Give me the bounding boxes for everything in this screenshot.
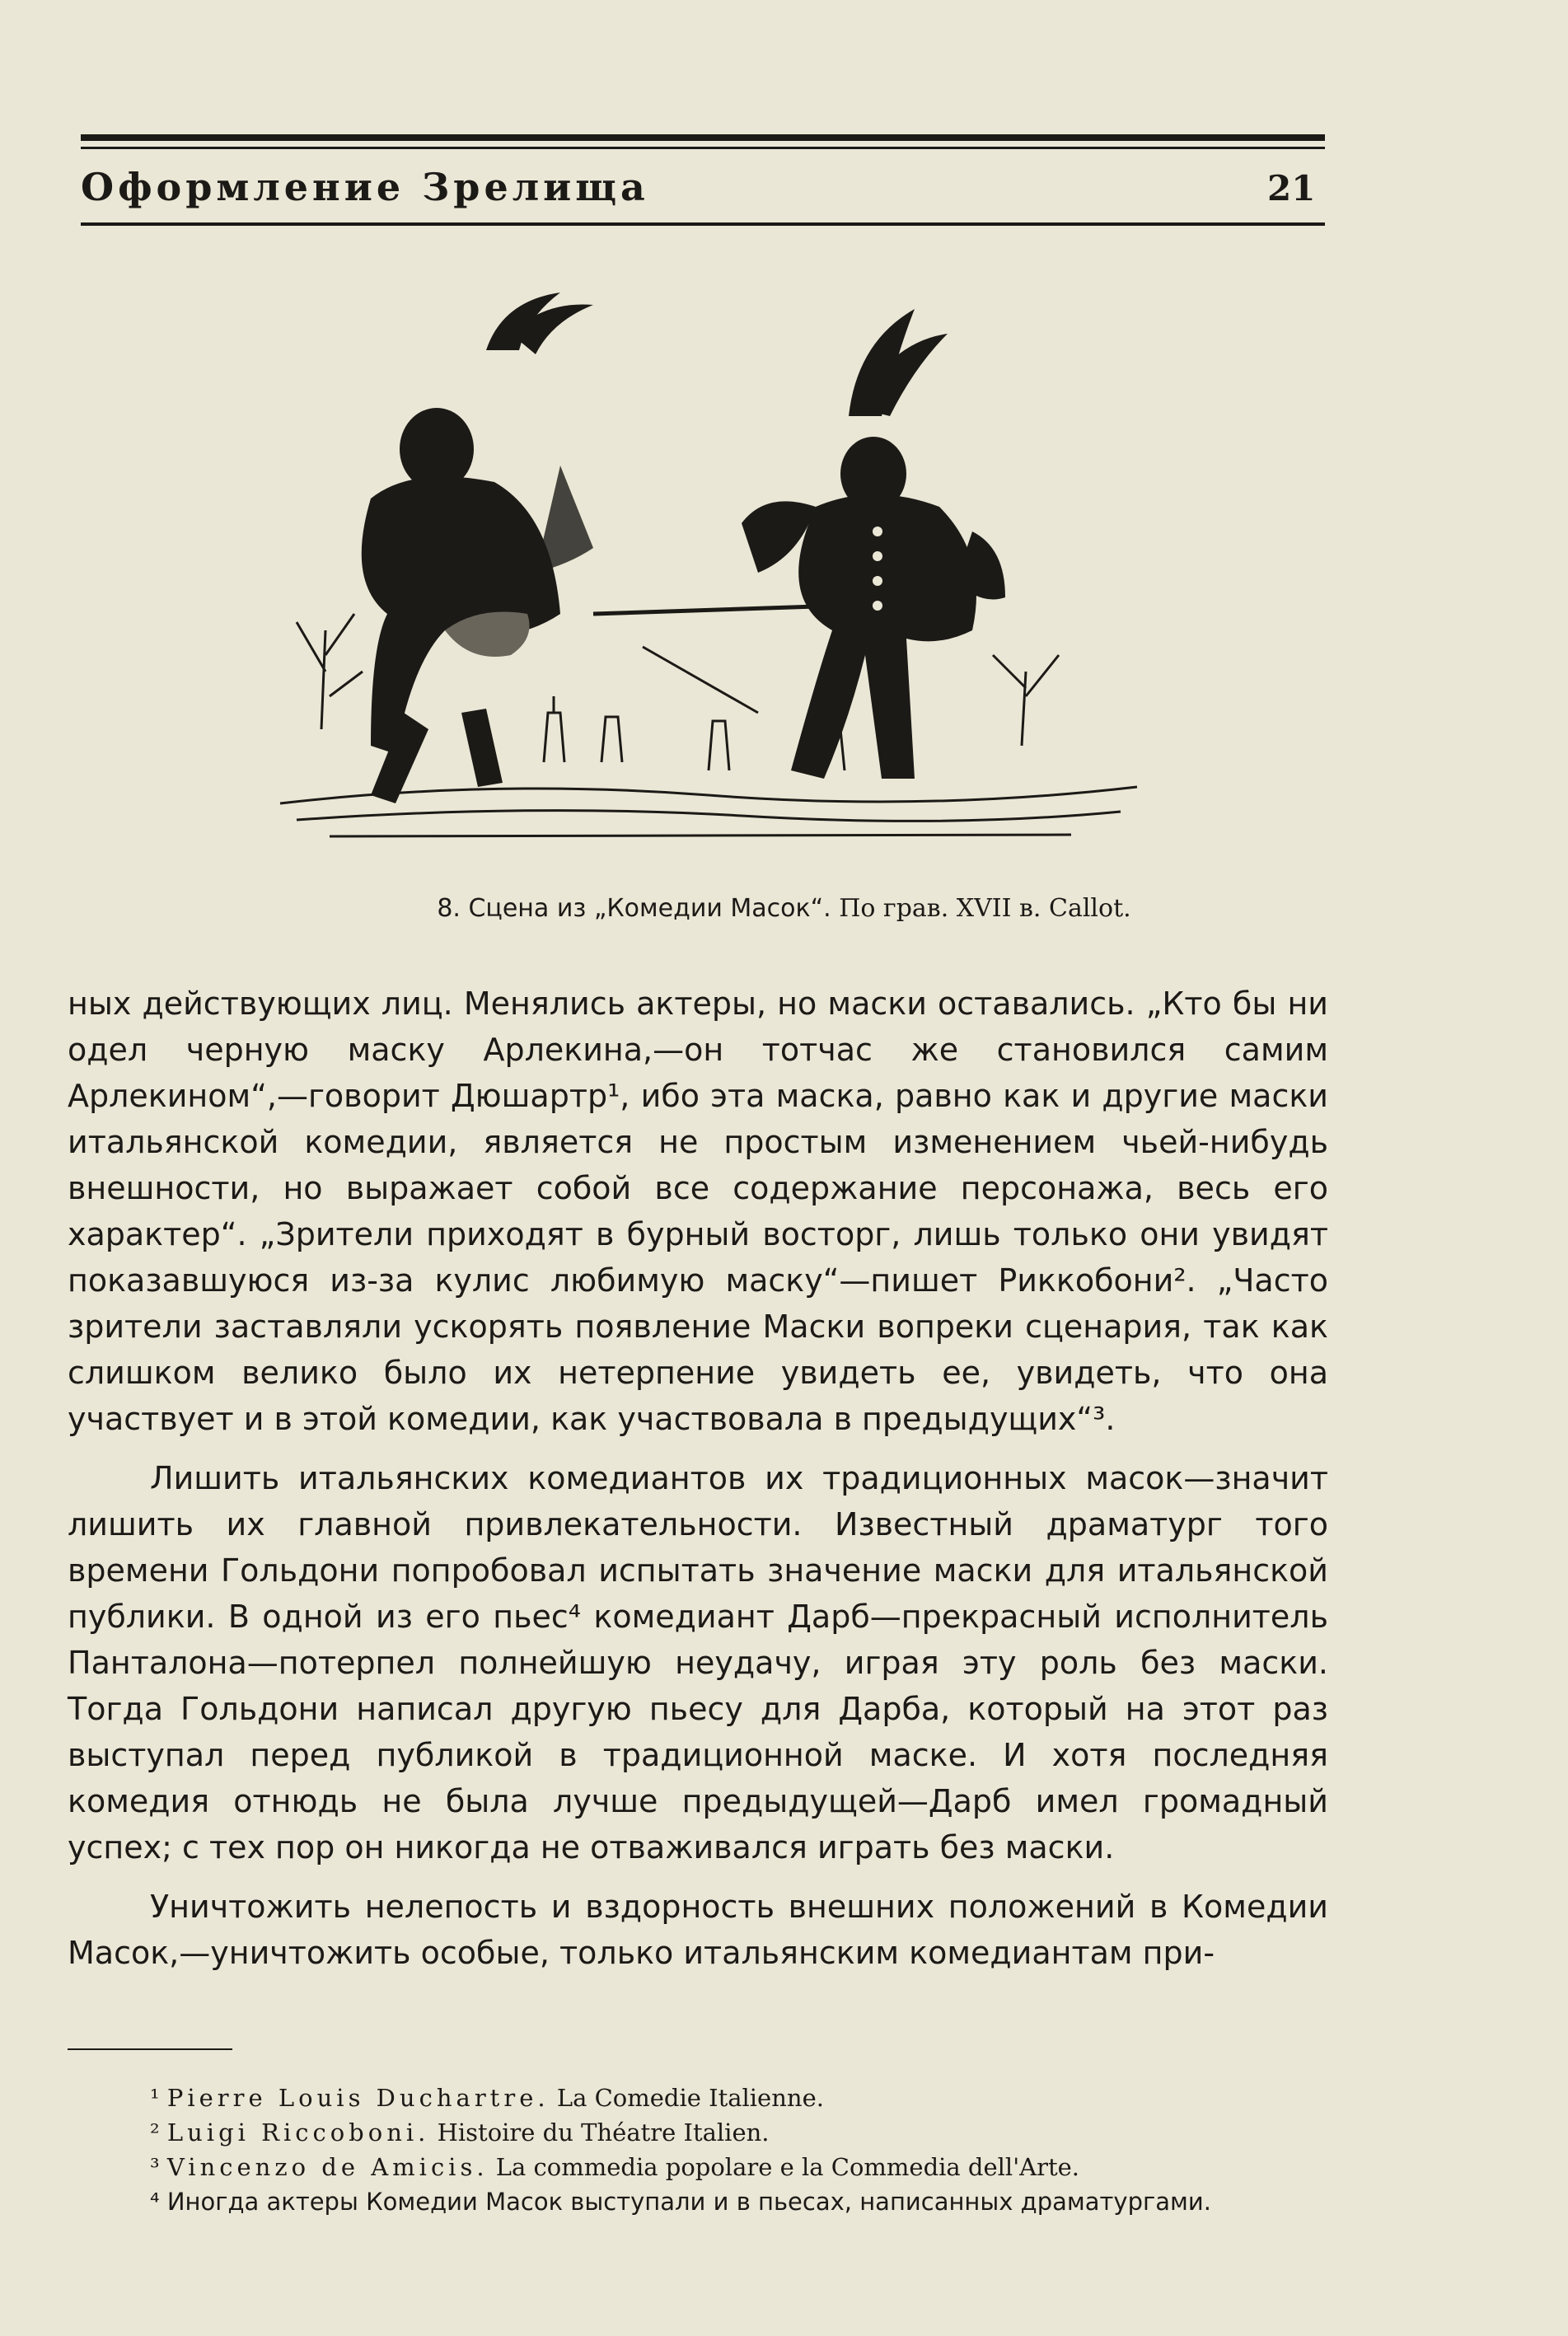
footnote-number: ⁴ <box>150 2188 160 2216</box>
running-title: Оформление Зрелища <box>81 165 649 209</box>
paragraph: Уничтожить нелепость и вздорность внешних положений в Комедии Масок,—уничтожить особые, только итальянским комедиантам при- <box>68 1889 1328 1971</box>
body-text <box>68 981 1328 1989</box>
paragraph: Лишить итальянских комедиантов их традиционных масок—значит лишить их главной привлекательности. Известный драматург того времени Гольдони попробовал испытать значение маски для итальянской публики. В одной из его пьес⁴ комедиант Дарб—прекрасный исполнитель Панталона—потерпел полнейшую неудачу, играя эту роль без маски. Тогда Гольдони написал другую пьесу для Дарба, который на этот раз выступал перед публикой в традиционной маске. И хотя последняя комедия отнюдь не была лучше предыдущей—Дарб имел громадный успех; с тех пор он никогда не отваживался играть без маски. <box>68 1460 1328 1866</box>
footnote-work: La commedia popolare e la Commedia dell'Arte. <box>495 2153 1080 2181</box>
footnotes <box>68 2081 1328 2219</box>
page-number: 21 <box>1267 168 1316 208</box>
footnote-number: ² <box>150 2118 160 2146</box>
paragraph: ных действующих лиц. Менялись актеры, но маски оставались. „Кто бы ни одел черную маску Арлекина,—он тотчас же становился самим Арлекином“,—говорит Дюшартр¹, ибо эта маска, равно как и другие маски итальянской комедии, является не простым изменением чьей-нибудь внешности, но выражает собой все содержание персонажа, весь его характер“. „Зрители приходят в бурный восторг, лишь только они увидят показавшуюся из-за кулис любимую маску“—пишет Риккобони². „Часто зрители заставляли ускорять появление Маски вопреки сценария, так как слишком велико было их нетерпение увидеть ее, увидеть, что она участвует и в этой комедии, как участвовала в предыдущих“³. <box>68 985 1328 1437</box>
footnote <box>68 2081 1328 2115</box>
header-rule-thick <box>81 134 1325 141</box>
footnote-rule <box>68 2048 232 2050</box>
figure-caption <box>0 894 1568 923</box>
footnote <box>68 2115 1328 2150</box>
footnote-author: Vincenzo de Amicis. <box>166 2153 489 2181</box>
footnote-work: Histoire du Théatre Italien. <box>437 2118 770 2146</box>
footnote-author: Luigi Riccoboni. <box>166 2118 430 2146</box>
footnote-text: Иногда актеры Комедии Масок выступали и в пьесах, написанных драматургами. <box>166 2188 1211 2216</box>
footnote <box>68 2184 1328 2219</box>
footnote-work: La Comedie Italienne. <box>556 2084 824 2112</box>
caption-main: 8. Сцена из „Комедии Масок“. <box>437 894 831 923</box>
left-figure <box>362 293 593 803</box>
right-figure <box>593 309 1005 779</box>
caption-credit: По грав. XVII в. Callot. <box>839 894 1131 923</box>
footnote-number: ¹ <box>150 2084 160 2112</box>
header-rule-thin <box>81 147 1325 149</box>
footnote-number: ³ <box>150 2153 160 2181</box>
footnote <box>68 2150 1328 2184</box>
header-rule-bottom <box>81 222 1325 226</box>
engraving-illustration <box>247 284 1154 869</box>
footnote-author: Pierre Louis Duchartre. <box>166 2084 550 2112</box>
